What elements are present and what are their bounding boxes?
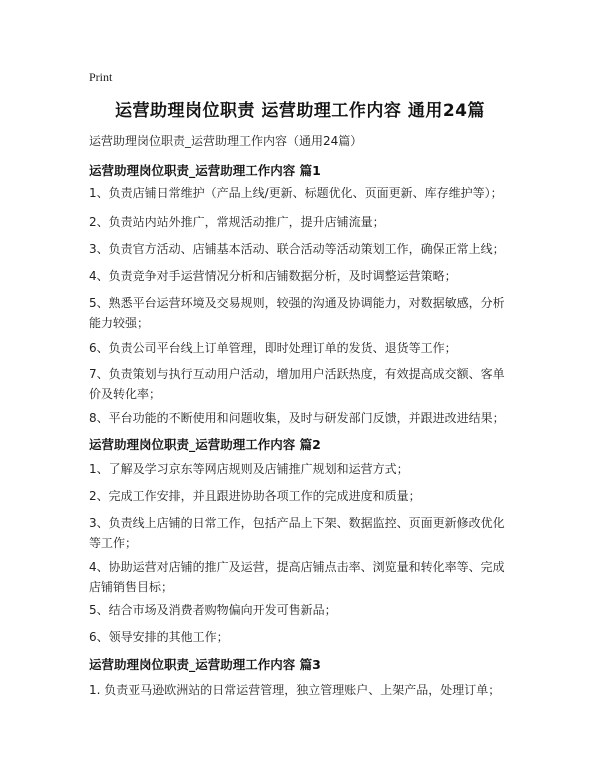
list-item: 5、熟悉平台运营环境及交易规则，较强的沟通及协调能力，对数据敏感，分析能力较强；: [89, 296, 505, 330]
section-heading-3: 运营助理岗位职责_运营助理工作内容 篇3: [89, 657, 321, 672]
list-item: 3、负责官方活动、店铺基本活动、联合活动等活动策划工作，确保正常上线；: [89, 242, 505, 256]
list-item: 3、负责线上店铺的日常工作，包括产品上下架、数据监控、页面更新修改优化等工作；: [89, 516, 505, 550]
list-item: 4、协助运营对店铺的推广及运营，提高店铺点击率、浏览量和转化率等、完成店铺销售目标；: [89, 560, 505, 594]
document-subtitle: 运营助理岗位职责_运营助理工作内容（通用24篇）: [89, 134, 363, 148]
list-item: 2、负责站内站外推广，常规活动推广，提升店铺流量；: [89, 215, 385, 229]
list-item: 2、完成工作安排，并且跟进协助各项工作的完成进度和质量；: [89, 489, 421, 503]
list-item: 6、领导安排的其他工作；: [89, 630, 229, 644]
list-item: 1、负责店铺日常维护（产品上线/更新、标题优化、页面更新、库存维护等）；: [89, 186, 503, 200]
list-item: 1、了解及学习京东等网店规则及店铺推广规划和运营方式；: [89, 462, 409, 476]
document-title: 运营助理岗位职责 运营助理工作内容 通用24篇: [115, 101, 485, 121]
list-item: 1. 负责亚马逊欧洲站的日常运营管理，独立管理账户、上架产品，处理订单；: [89, 683, 501, 697]
list-item: 4、负责竞争对手运营情况分析和店铺数据分析，及时调整运营策略；: [89, 269, 457, 283]
section-heading-1: 运营助理岗位职责_运营助理工作内容 篇1: [89, 163, 321, 178]
section-heading-2: 运营助理岗位职责_运营助理工作内容 篇2: [89, 437, 321, 452]
list-item: 6、负责公司平台线上订单管理，即时处理订单的发货、退货等工作；: [89, 341, 457, 355]
list-item: 7、负责策划与执行互动用户活动，增加用户活跃热度，有效提高成交额、客单价及转化率；: [89, 367, 505, 401]
list-item: 8、平台功能的不断使用和问题收集，及时与研发部门反馈，并跟进改进结果；: [89, 411, 505, 425]
print-label[interactable]: Print: [89, 70, 113, 84]
list-item: 5、结合市场及消费者购物偏向开发可售新品；: [89, 603, 337, 617]
